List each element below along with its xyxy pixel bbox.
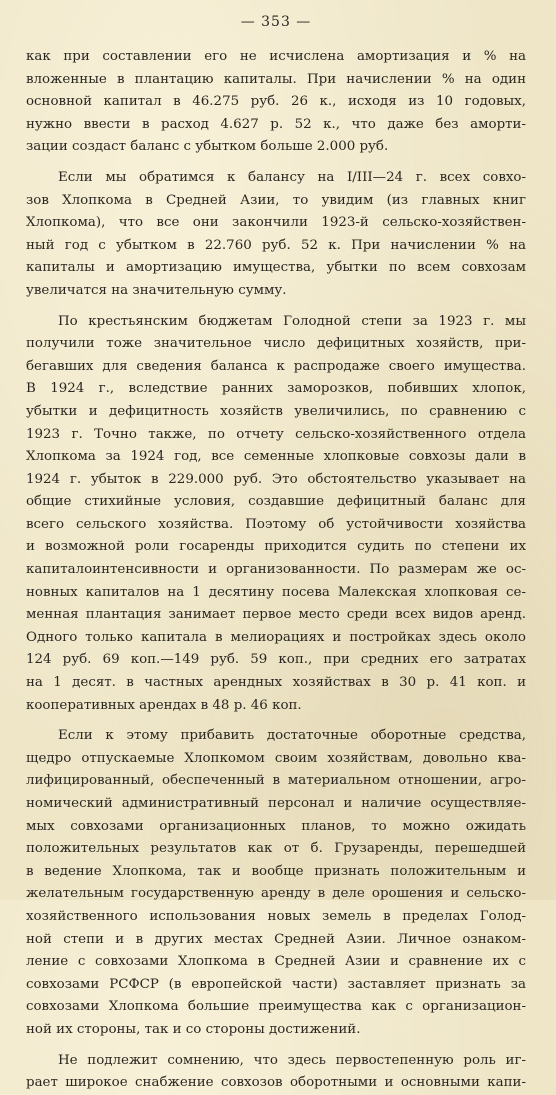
text-line: 1924 г. убыток в 229.000 руб. Это обстоятельство указывает на [26, 471, 526, 487]
text-line: Одного только капитала в мелиорациях и постройках здесь около [26, 629, 526, 645]
text-line: и возможной роли госаренды приходится судить по степени их [26, 539, 526, 555]
text-line: 124 руб. 69 коп.—149 руб. 59 коп., при средних его затратах [26, 652, 526, 668]
text-line: щедро отпускаемые Хлопкомом своим хозяйствам, довольно ква- [26, 750, 526, 766]
text-line: вложенные в плантацию капиталы. При начислении % на один [26, 71, 526, 87]
text-line: Хлопкома), что все они закончили 1923-й сельско-хозяйствен- [26, 215, 526, 231]
text-line: лифицированный, обеспеченный в материальном отношении, агро- [26, 773, 526, 789]
text-line: получили тоже значительное число дефицитных хозяйств, при- [26, 336, 526, 352]
text-line: кооперативных арендах в 48 р. 46 коп. [26, 697, 302, 713]
text-line: капиталы и амортизацию имущества, убытки по всем совхозам [26, 260, 526, 276]
text-line: в ведение Хлопкома, так и вообще признать положительным и [26, 863, 526, 879]
text-line: общие стихийные условия, создавшие дефицитный баланс для [26, 494, 526, 510]
paragraph [26, 725, 526, 1041]
text-line: бегавших для сведения баланса к распродаже своего имущества. [26, 358, 526, 374]
page-number: — 353 — [240, 14, 312, 30]
text-line: мых совхозами организационных планов, то можно ожидать [26, 818, 526, 834]
paragraph [26, 1050, 526, 1095]
text-line: совхозами РСФСР (в европейской части) заставляет признать за [26, 976, 526, 992]
paragraph-gap [26, 717, 526, 725]
paragraph-gap [26, 1042, 526, 1050]
text-line: зов Хлопкома в Средней Азии, то увидим (из главных книг [26, 192, 526, 208]
text-line: основной капитал в 46.275 руб. 26 к., исходя из 10 годовых, [26, 94, 526, 110]
text-line: новных капиталов на 1 десятину посева Малекская хлопковая се- [26, 584, 526, 600]
text-line: ление с совхозами Хлопкома в Средней Азии и сравнение их с [26, 954, 526, 970]
text-line: ной их стороны, так и со стороны достижений. [26, 1021, 361, 1037]
paragraph-gap [26, 303, 526, 311]
text-line: убытки и дефицитность хозяйств увеличились, по сравнению с [26, 403, 526, 419]
text-line: как при составлении его не исчислена амортизация и % на [26, 49, 526, 64]
body-text [26, 46, 526, 1095]
text-line: хозяйственного использования новых земель в пределах Голод- [26, 908, 526, 924]
text-line: 1923 г. Точно также, по отчету сельско-хозяйственного отдела [26, 426, 526, 442]
text-line: нужно ввести в расход 4.627 р. 52 к., что даже без аморти- [26, 116, 526, 132]
text-line: Хлопкома за 1924 год, все семенные хлопковые совхозы дали в [26, 449, 526, 465]
paragraph [26, 311, 526, 718]
text-line: В 1924 г., вследствие ранних заморозков, побивших хлопок, [26, 381, 526, 397]
text-line: положительных результатов как от б. Грузаренды, перешедшей [26, 841, 526, 857]
text-line: желательным государственную аренду в деле орошения и сельско- [26, 886, 526, 902]
text-line: рает широкое снабжение совхозов оборотными и основными капи- [26, 1075, 526, 1091]
text-line: капиталоинтенсивности и организованности. По размерам же ос- [26, 562, 526, 578]
text-line: ный год с убытком в 22.760 руб. 52 к. При начислении % на [26, 237, 526, 253]
text-line: Не подлежит сомнению, что здесь первостепенную роль иг- [58, 1052, 526, 1068]
text-line: совхозами Хлопкома большие преимущества как с организацион- [26, 999, 526, 1015]
paragraph [26, 46, 526, 159]
text-line: ной степи и в других местах Средней Азии. Личное ознаком- [26, 931, 526, 947]
text-line: менная плантация занимает первое место среди всех видов аренд. [26, 607, 526, 623]
text-line: всего сельского хозяйства. Поэтому об устойчивости хозяйства [26, 516, 526, 532]
text-line: Если к этому прибавить достаточные оборотные средства, [58, 728, 526, 744]
text-line: зации создаст баланс с убытком больше 2.000 руб. [26, 139, 389, 155]
paragraph [26, 167, 526, 303]
text-line: По крестьянским бюджетам Голодной степи за 1923 г. мы [58, 313, 526, 329]
text-line: на 1 десят. в частных арендных хозяйствах в 30 р. 41 коп. и [26, 675, 526, 691]
text-line: увеличатся на значительную сумму. [26, 282, 287, 298]
text-line: Если мы обратимся к балансу на I/III—24 г. всех совхо- [58, 169, 526, 185]
book-page [26, 10, 526, 1091]
text-line: номический административный персонал и наличие осуществляе- [26, 796, 526, 811]
paragraph-gap [26, 159, 526, 167]
